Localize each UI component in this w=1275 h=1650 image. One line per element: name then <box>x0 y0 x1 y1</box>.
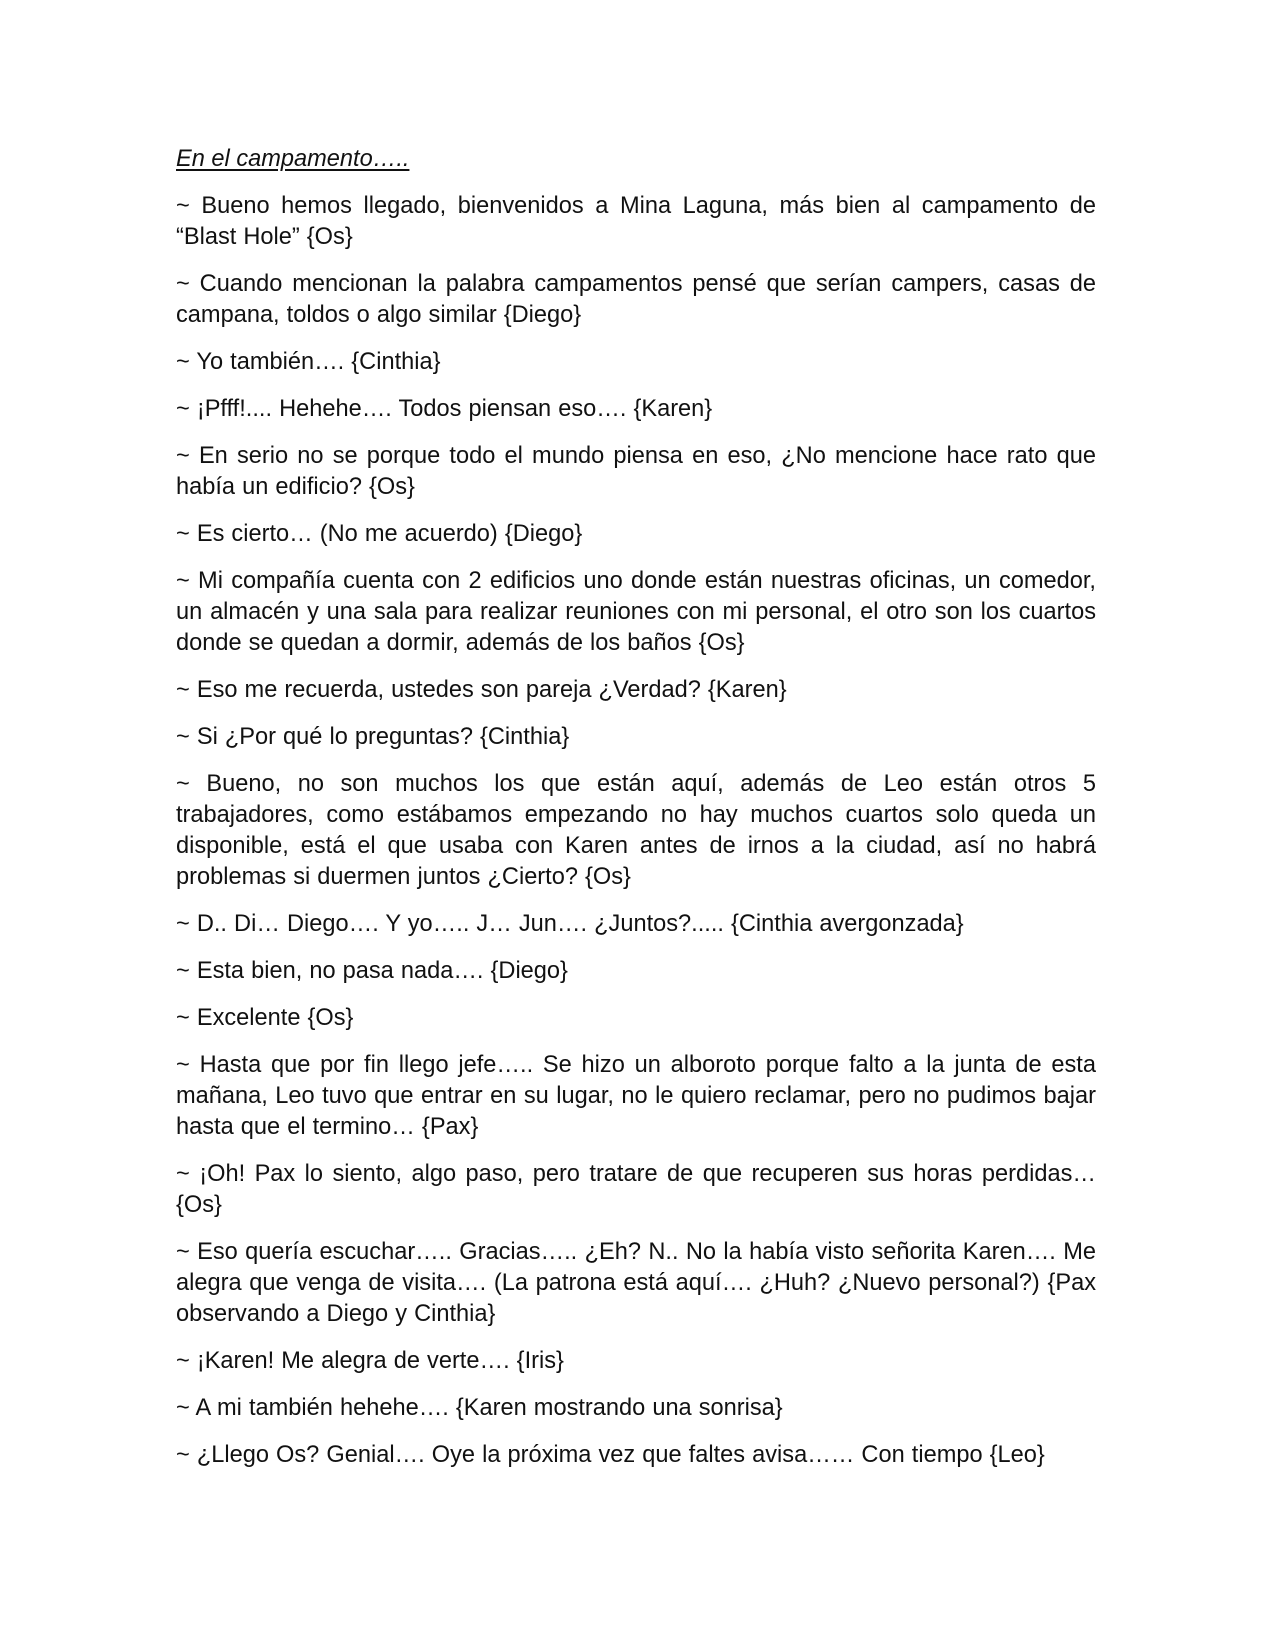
scene-heading: En el campamento….. <box>176 146 410 172</box>
dialogue-line: ~ Si ¿Por qué lo preguntas? {Cinthia} <box>176 724 570 750</box>
dialogue-line: ~ Bueno, no son muchos los que están aquí, además de Leo están otros 5 trabajadores, como estábamos empezando no hay muchos cuartos solo queda un disponible, está el que usaba con Karen antes de irnos a la ciudad, así no habrá problemas si duermen juntos ¿Cierto? {Os} <box>176 771 1096 890</box>
dialogue-line: ~ Cuando mencionan la palabra campamentos pensé que serían campers, casas de campana, toldos o algo similar {Diego} <box>176 271 1096 328</box>
dialogue-line: ~ En serio no se porque todo el mundo piensa en eso, ¿No mencione hace rato que había un edificio? {Os} <box>176 443 1096 500</box>
dialogue-line: ~ Hasta que por fin llego jefe….. Se hizo un alboroto porque falto a la junta de esta mañana, Leo tuvo que entrar en su lugar, no le quiero reclamar, pero no pudimos bajar hasta que el termino… {Pax} <box>176 1052 1096 1140</box>
dialogue-line: ~ ¿Llego Os? Genial…. Oye la próxima vez que faltes avisa…… Con tiempo {Leo} <box>176 1442 1045 1468</box>
dialogue-line: ~ ¡Pfff!.... Hehehe…. Todos piensan eso…. {Karen} <box>176 396 713 422</box>
dialogue-line: ~ Es cierto… (No me acuerdo) {Diego} <box>176 521 583 547</box>
dialogue-line: ~ ¡Karen! Me alegra de verte…. {Iris} <box>176 1348 564 1374</box>
dialogue-line: ~ D.. Di… Diego…. Y yo….. J… Jun…. ¿Juntos?..... {Cinthia avergonzada} <box>176 911 964 937</box>
dialogue-line: ~ Excelente {Os} <box>176 1005 354 1031</box>
dialogue-line: ~ Eso me recuerda, ustedes son pareja ¿Verdad? {Karen} <box>176 677 787 703</box>
dialogue-line: ~ Eso quería escuchar….. Gracias….. ¿Eh? N.. No la había visto señorita Karen…. Me alegra que venga de visita…. (La patrona está aquí…. ¿Huh? ¿Nuevo personal?) {Pax observando a Diego y Cinthia} <box>176 1239 1096 1327</box>
dialogue-line: ~ A mi también hehehe…. {Karen mostrando una sonrisa} <box>176 1395 783 1421</box>
dialogue-line: ~ Yo también…. {Cinthia} <box>176 349 441 375</box>
dialogue-line: ~ Esta bien, no pasa nada…. {Diego} <box>176 958 568 984</box>
dialogue-line: ~ Bueno hemos llegado, bienvenidos a Mina Laguna, más bien al campamento de “Blast Hole” {Os} <box>176 193 1096 250</box>
document-page <box>176 144 1096 1487</box>
dialogue-line: ~ Mi compañía cuenta con 2 edificios uno donde están nuestras oficinas, un comedor, un almacén y una sala para realizar reuniones con mi personal, el otro son los cuartos donde se quedan a dormir, además de los baños {Os} <box>176 568 1096 656</box>
dialogue-line: ~ ¡Oh! Pax lo siento, algo paso, pero tratare de que recuperen sus horas perdidas… {Os} <box>176 1161 1096 1218</box>
